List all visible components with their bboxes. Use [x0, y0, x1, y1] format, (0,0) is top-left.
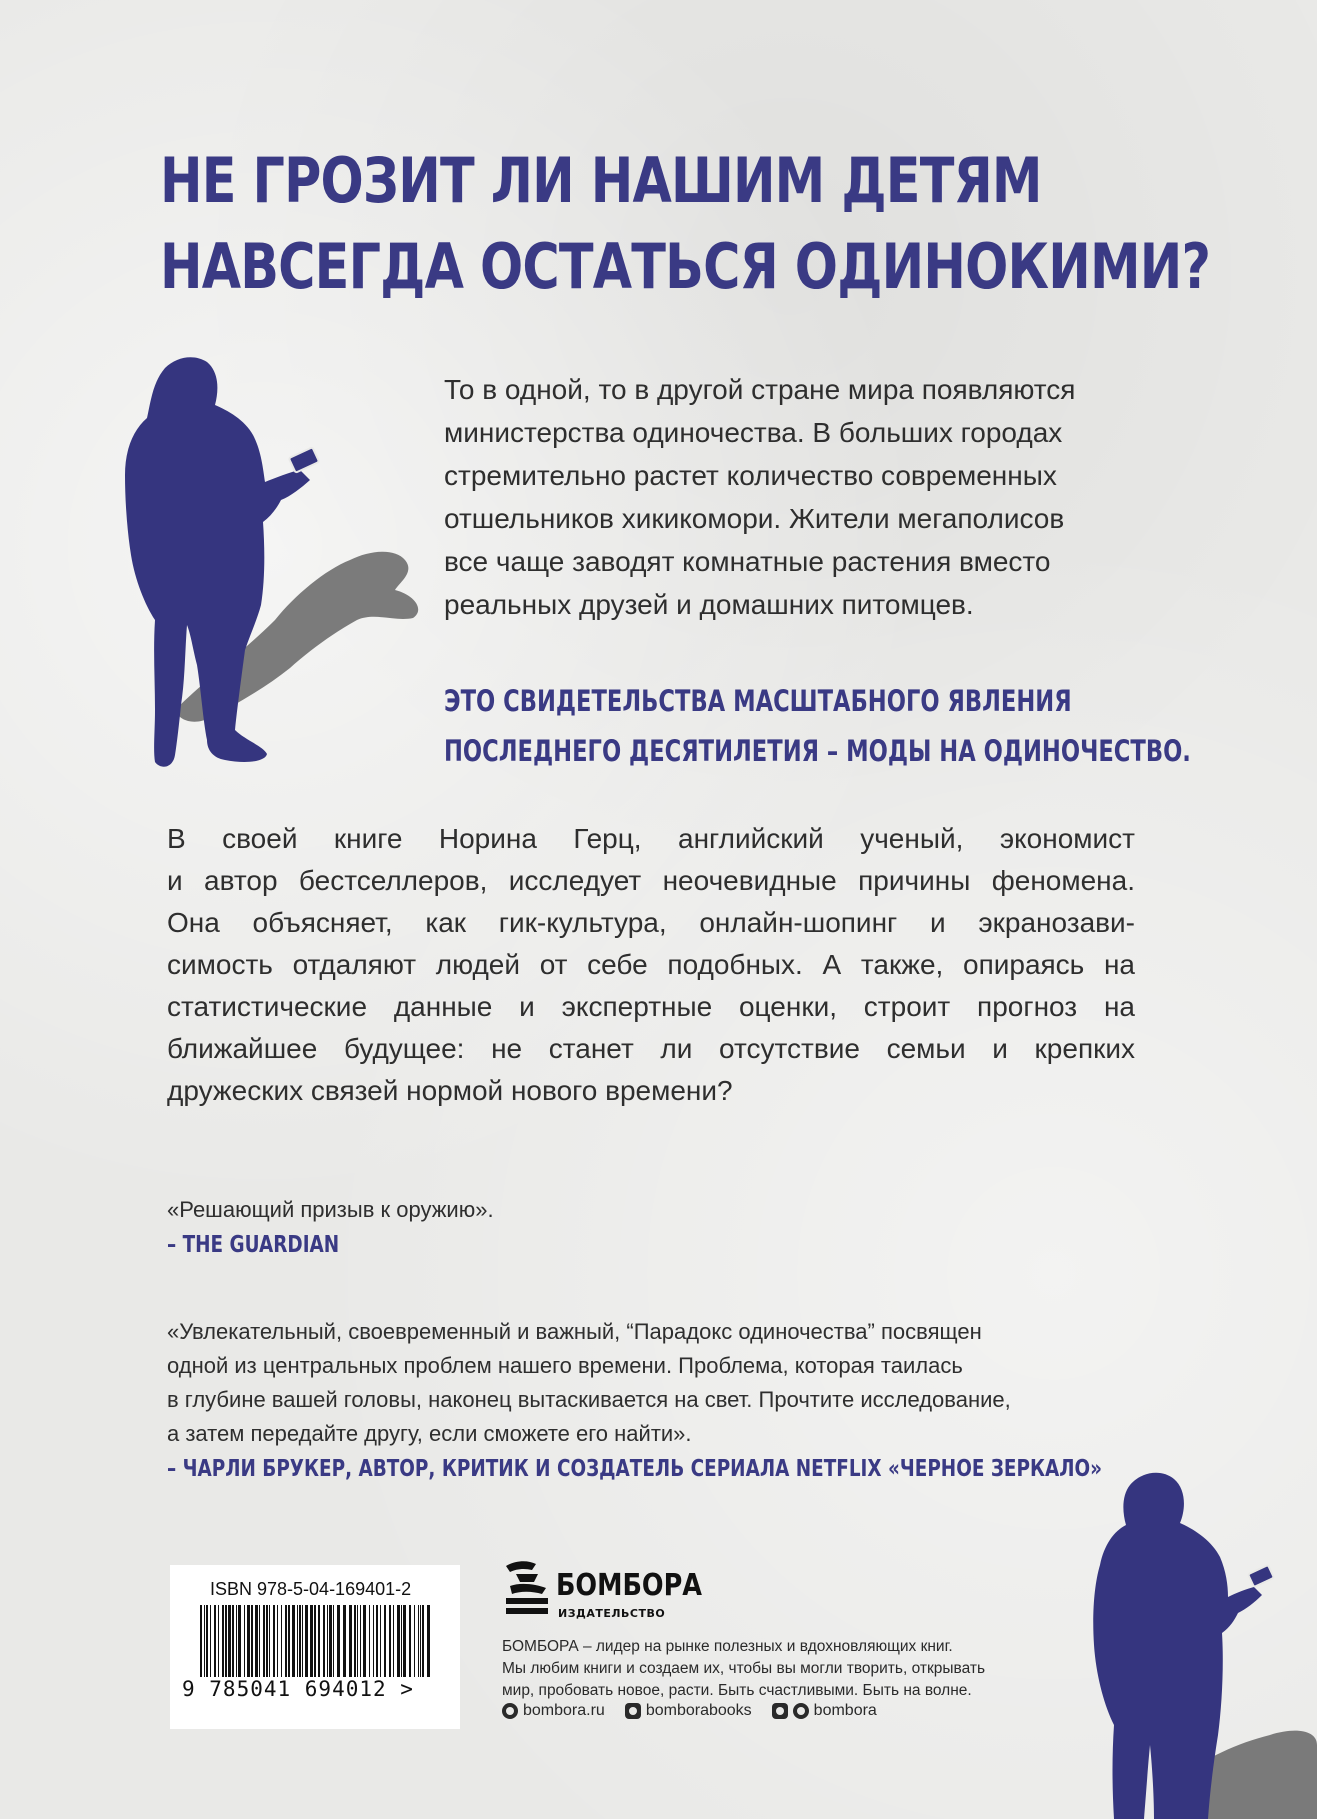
emphasis-statement	[444, 676, 1191, 776]
intro-paragraph	[444, 368, 1144, 626]
headline	[160, 138, 1211, 310]
intro-line: все чаще заводят комнатные растения вместо	[444, 546, 1051, 577]
quote-attribution: – THE GUARDIAN	[167, 1232, 340, 1258]
publisher-logo-name: БОМБОРА	[556, 1568, 703, 1603]
isbn-label: ISBN 978-5-04-169401-2	[210, 1579, 412, 1599]
publisher-logo-subtitle: ИЗДАТЕЛЬСТВО	[558, 1607, 666, 1620]
quote-line: а затем передайте другу, если сможете его найти».	[167, 1421, 692, 1446]
person-with-phone-illustration-2	[1070, 1465, 1317, 1819]
review-quote-brooker	[167, 1315, 1135, 1487]
person-silhouette	[125, 357, 310, 767]
phone-icon	[289, 447, 319, 472]
globe-icon	[502, 1703, 518, 1719]
telegram-label: bombora	[813, 1702, 877, 1719]
quote-line: одной из центральных проблем нашего времени. Проблема, которая таилась	[167, 1353, 963, 1378]
body-line: В своей книге Норина Герц, английский ученый, экономист	[167, 823, 1135, 854]
isbn-barcode-box	[170, 1565, 460, 1729]
youtube-icon	[772, 1703, 788, 1719]
bombora-logo-icon	[502, 1558, 552, 1618]
barcode-digits: 9 785041 694012 >	[182, 1677, 414, 1701]
intro-line: стремительно растет количество современных	[444, 460, 1057, 491]
vk-icon	[625, 1703, 641, 1719]
telegram-icon	[793, 1703, 809, 1719]
intro-line: министерства одиночества. В больших городах	[444, 417, 1063, 448]
intro-line: То в одной, то в другой стране мира появляются	[444, 374, 1076, 405]
quote-attribution: – ЧАРЛИ БРУКЕР, АВТОР, КРИТИК И СОЗДАТЕЛЬ СЕРИАЛА NETFLIX «ЧЕРНОЕ ЗЕРКАЛО»	[167, 1456, 1103, 1482]
publisher-line: мир, пробовать новое, расти. Быть счастливыми. Быть на волне.	[502, 1682, 972, 1699]
publisher-line: БОМБОРА – лидер на рынке полезных и вдохновляющих книг.	[502, 1638, 953, 1655]
intro-line: реальных друзей и домашних питомцев.	[444, 589, 974, 620]
headline-line-1: НЕ ГРОЗИТ ЛИ НАШИМ ДЕТЯМ	[160, 144, 1042, 217]
phone-icon-2	[1248, 1565, 1274, 1587]
person-with-phone-illustration	[95, 350, 435, 790]
website-label: bombora.ru	[523, 1702, 605, 1719]
publisher-description	[502, 1636, 1062, 1702]
quote-text: «Решающий призыв к оружию».	[167, 1197, 494, 1222]
intro-line: отшельников хикикомори. Жители мегаполисов	[444, 503, 1065, 534]
quote-line: в глубине вашей головы, наконец вытаскивается на свет. Прочтите исследование,	[167, 1387, 1011, 1412]
body-line: Она объясняет, как гик-культура, онлайн-шопинг и экранозави-	[167, 907, 1135, 938]
body-line: дружеских связей нормой нового времени?	[167, 1075, 733, 1106]
review-quote-guardian	[167, 1193, 867, 1263]
publisher-social-links	[502, 1702, 877, 1720]
website-link[interactable]	[502, 1702, 605, 1720]
publisher-line: Мы любим книги и создаем их, чтобы вы могли творить, открывать	[502, 1660, 986, 1677]
emphasis-line-2: ПОСЛЕДНЕГО ДЕСЯТИЛЕТИЯ – МОДЫ НА ОДИНОЧЕСТВО.	[444, 734, 1191, 768]
body-line: симость отдаляют людей от себе подобных. А также, опираясь на	[167, 949, 1135, 980]
quote-line: «Увлекательный, своевременный и важный, “Парадокс одиночества” посвящен	[167, 1319, 982, 1344]
emphasis-line-1: ЭТО СВИДЕТЕЛЬСТВА МАСШТАБНОГО ЯВЛЕНИЯ	[444, 684, 1072, 718]
vk-link[interactable]	[625, 1702, 752, 1720]
body-paragraph	[167, 818, 1135, 1112]
headline-line-2: НАВСЕГДА ОСТАТЬСЯ ОДИНОКИМИ?	[160, 230, 1211, 303]
body-line: ближайшее будущее: не станет ли отсутствие семьи и крепких	[167, 1033, 1135, 1064]
telegram-link[interactable]	[772, 1702, 877, 1720]
vk-label: bomborabooks	[645, 1702, 752, 1719]
body-line: статистические данные и экспертные оценки, строит прогноз на	[167, 991, 1135, 1022]
barcode-icon	[200, 1605, 430, 1677]
body-line: и автор бестселлеров, исследует неочевидные причины феномена.	[167, 865, 1135, 896]
